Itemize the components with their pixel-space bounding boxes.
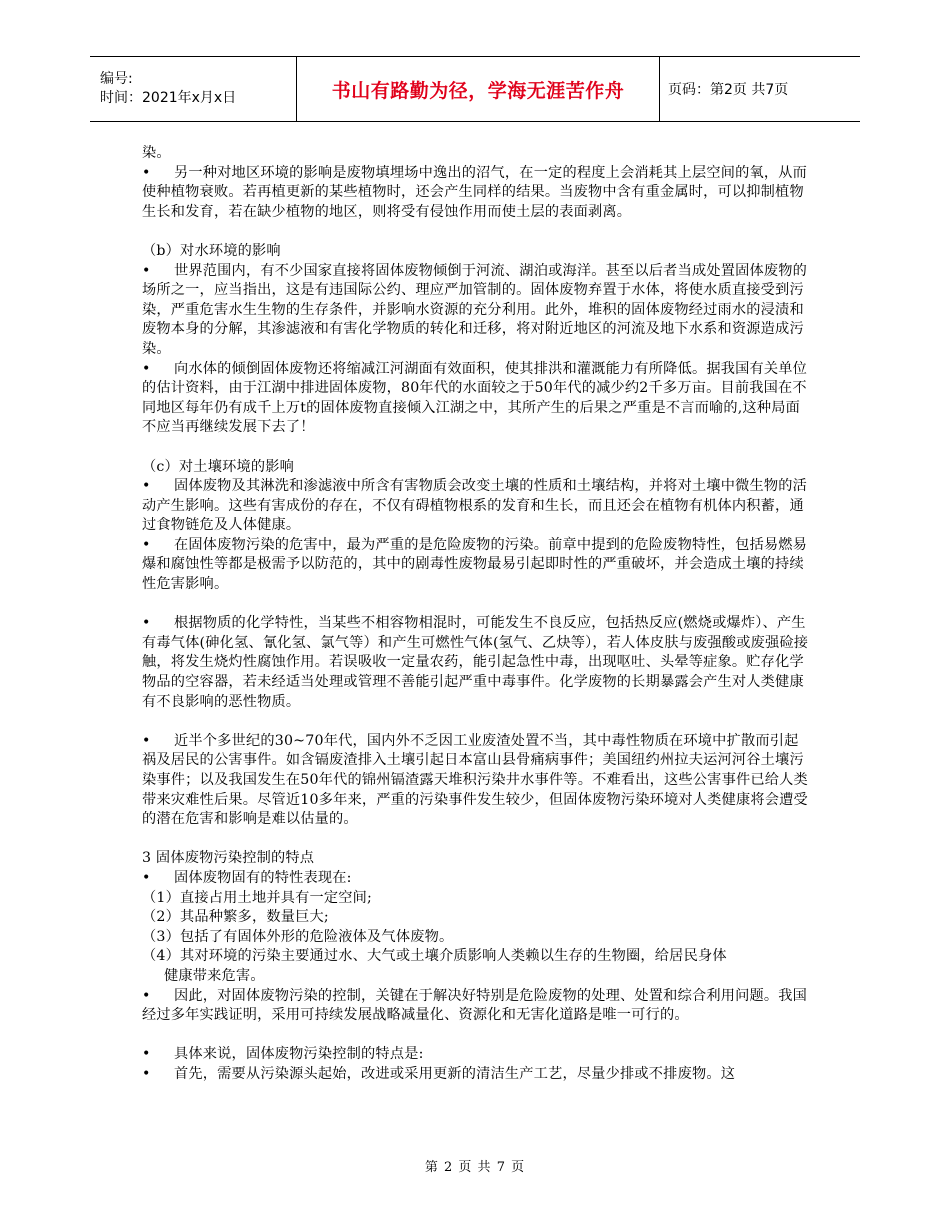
header-motto: 书山有路勤为径，学海无涯苦作舟 — [297, 57, 660, 122]
section-heading-water: （b）对水环境的影响 — [142, 242, 281, 259]
section-heading-soil: （c）对土壤环境的影响 — [142, 458, 295, 475]
list-item: （3）包括了有固体外形的危险液体及气体废物。 — [142, 928, 454, 945]
document-time-label: 时间：2021年x月x日 — [100, 90, 237, 106]
header-left-cell — [90, 57, 297, 122]
paragraph: • 固体废物固有的特性表现在: — [142, 869, 810, 889]
bullet-icon: • — [142, 262, 151, 279]
bullet-icon: • — [142, 1065, 151, 1082]
list-item: （4）其对环境的污染主要通过水、大气或土壤介质影响人类赖以生存的生物圈，给居民身体 — [142, 948, 727, 965]
paragraph: • 世界范围内，有不少国家直接将固体废物倾倒于河流、湖泊或海洋。甚至以后者当成处置固体废物的场所之一，应当指出，这是有违国际公约、理应严加管制的。固体废物弃置于水体，将使水质直接受到污染，严重危害水生生物的生存条件，并影响水资源的充分利用。此外，堆积的固体废物经过雨水的浸渍和废物本身的分解，其渗滤液和有害化学物质的转化和迁移，将对附近地区的河流及地下水系和资源造成污染。 — [142, 262, 808, 357]
paragraph: • 具体来说，固体废物污染控制的特点是: — [142, 1045, 810, 1065]
paragraph: • 近半个多世纪的30~70年代，国内外不乏因工业废渣处置不当，其中毒性物质在环境中扩散而引起祸及居民的公害事件。如含镉废渣排入土壤引起日本富山县骨痛病事件；美国纽约州拉夫运河河谷土壤污染事件；以及我国发生在50年代的锦州镉渣露天堆积污染井水事件等。不难看出，这些公害事件已给人类带来灾难性后果。尽管近10多年来，严重的污染事件发生较少，但固体废物污染环境对人类健康将会遭受的潜在危害和影响是难以估量的。 — [142, 732, 808, 828]
bullet-icon: • — [142, 987, 151, 1004]
paragraph: • 根据物质的化学特性，当某些不相容物相混时，可能发生不良反应，包括热反应(燃烧或爆炸）、产生有毒气体(砷化氢、氰化氢、氯气等）和产生可燃性气体(氢气、乙炔等），若人体皮肤与废强酸或废强硷接触，将发生烧灼性腐蚀作用。若误吸收一定量农药，能引起急性中毒，出现呕吐、头晕等症象。贮存化学物品的空容器，若未经适当处理或管理不善能引起严重中毒事件。化学废物的长期暴露会产生对人类健康有不良影响的恶性物质。 — [142, 615, 809, 710]
list-item-continuation: 健康带来危害。 — [164, 967, 265, 984]
bullet-icon: • — [142, 615, 151, 632]
document-number-label: 编号: — [100, 71, 133, 87]
document-body — [142, 144, 810, 1085]
bullet-icon: • — [142, 732, 151, 749]
paragraph: • 另一种对地区环境的影响是废物填埋场中逸出的沼气，在一定的程度上会消耗其上层空间的氧，从而使种植物衰败。若再植更新的某些植物时，还会产生同样的结果。当废物中含有重金属时，可以抑制植物生长和发育，若在缺少植物的地区，则将受有侵蚀作用而使土层的表面剥离。 — [142, 164, 808, 220]
bullet-icon: • — [142, 1046, 151, 1063]
paragraph: • 在固体废物污染的危害中，最为严重的是危险废物的污染。前章中提到的危险废物特性，包括易燃易爆和腐蚀性等都是极需予以防范的，其中的剧毒性废物最易引起即时性的严重破坏，并会造成土壤的持续性危害影响。 — [142, 536, 808, 593]
header-table — [90, 56, 860, 122]
bullet-icon: • — [142, 360, 151, 377]
list-item: （2）其品种繁多，数量巨大; — [142, 909, 329, 926]
bullet-icon: • — [142, 869, 151, 886]
paragraph: • 向水体的倾倒固体废物还将缩减江河湖面有效面积，使其排洪和灌溉能力有所降低。据我国有关单位的估计资料，由于江湖中排进固体废物，80年代的水面较之于50年代的减少约2千多万亩。目前我国在不同地区每年仍有成千上万t的固体废物直接倾入江湖之中，其所产生的后果之严重是不言而喻的,这种局面不应当再继续发展下去了！ — [142, 360, 808, 436]
paragraph: • 因此，对固体废物污染的控制，关键在于解决好特别是危险废物的处理、处置和综合利用问题。我国经过多年实践证明，采用可持续发展战略减量化、资源化和无害化道路是唯一可行的。 — [142, 987, 808, 1024]
list-item: （1）直接占用土地并具有一定空间; — [142, 889, 373, 906]
paragraph-continuation: 染。 — [142, 145, 171, 161]
header-page-label: 页码：第2页 共7页 — [660, 57, 861, 122]
bullet-icon: • — [142, 536, 151, 553]
bullet-icon: • — [142, 478, 151, 495]
section-heading-control: 3 固体废物污染控制的特点 — [142, 850, 315, 867]
paragraph: • 固体废物及其淋洗和渗滤液中所含有害物质会改变土壤的性质和土壤结构，并将对土壤中微生物的活动产生影响。这些有害成份的存在，不仅有碍植物根系的发育和生长，而且还会在植物有机体内积蓄，通过食物链危及人体健康。 — [142, 478, 808, 534]
paragraph: • 首先，需要从污染源头起始，改进或采用更新的清洁生产工艺，尽量少排或不排废物。这 — [142, 1065, 810, 1085]
page-footer: 第 2 页 共 7 页 — [424, 1160, 526, 1175]
bullet-icon: • — [142, 164, 151, 181]
